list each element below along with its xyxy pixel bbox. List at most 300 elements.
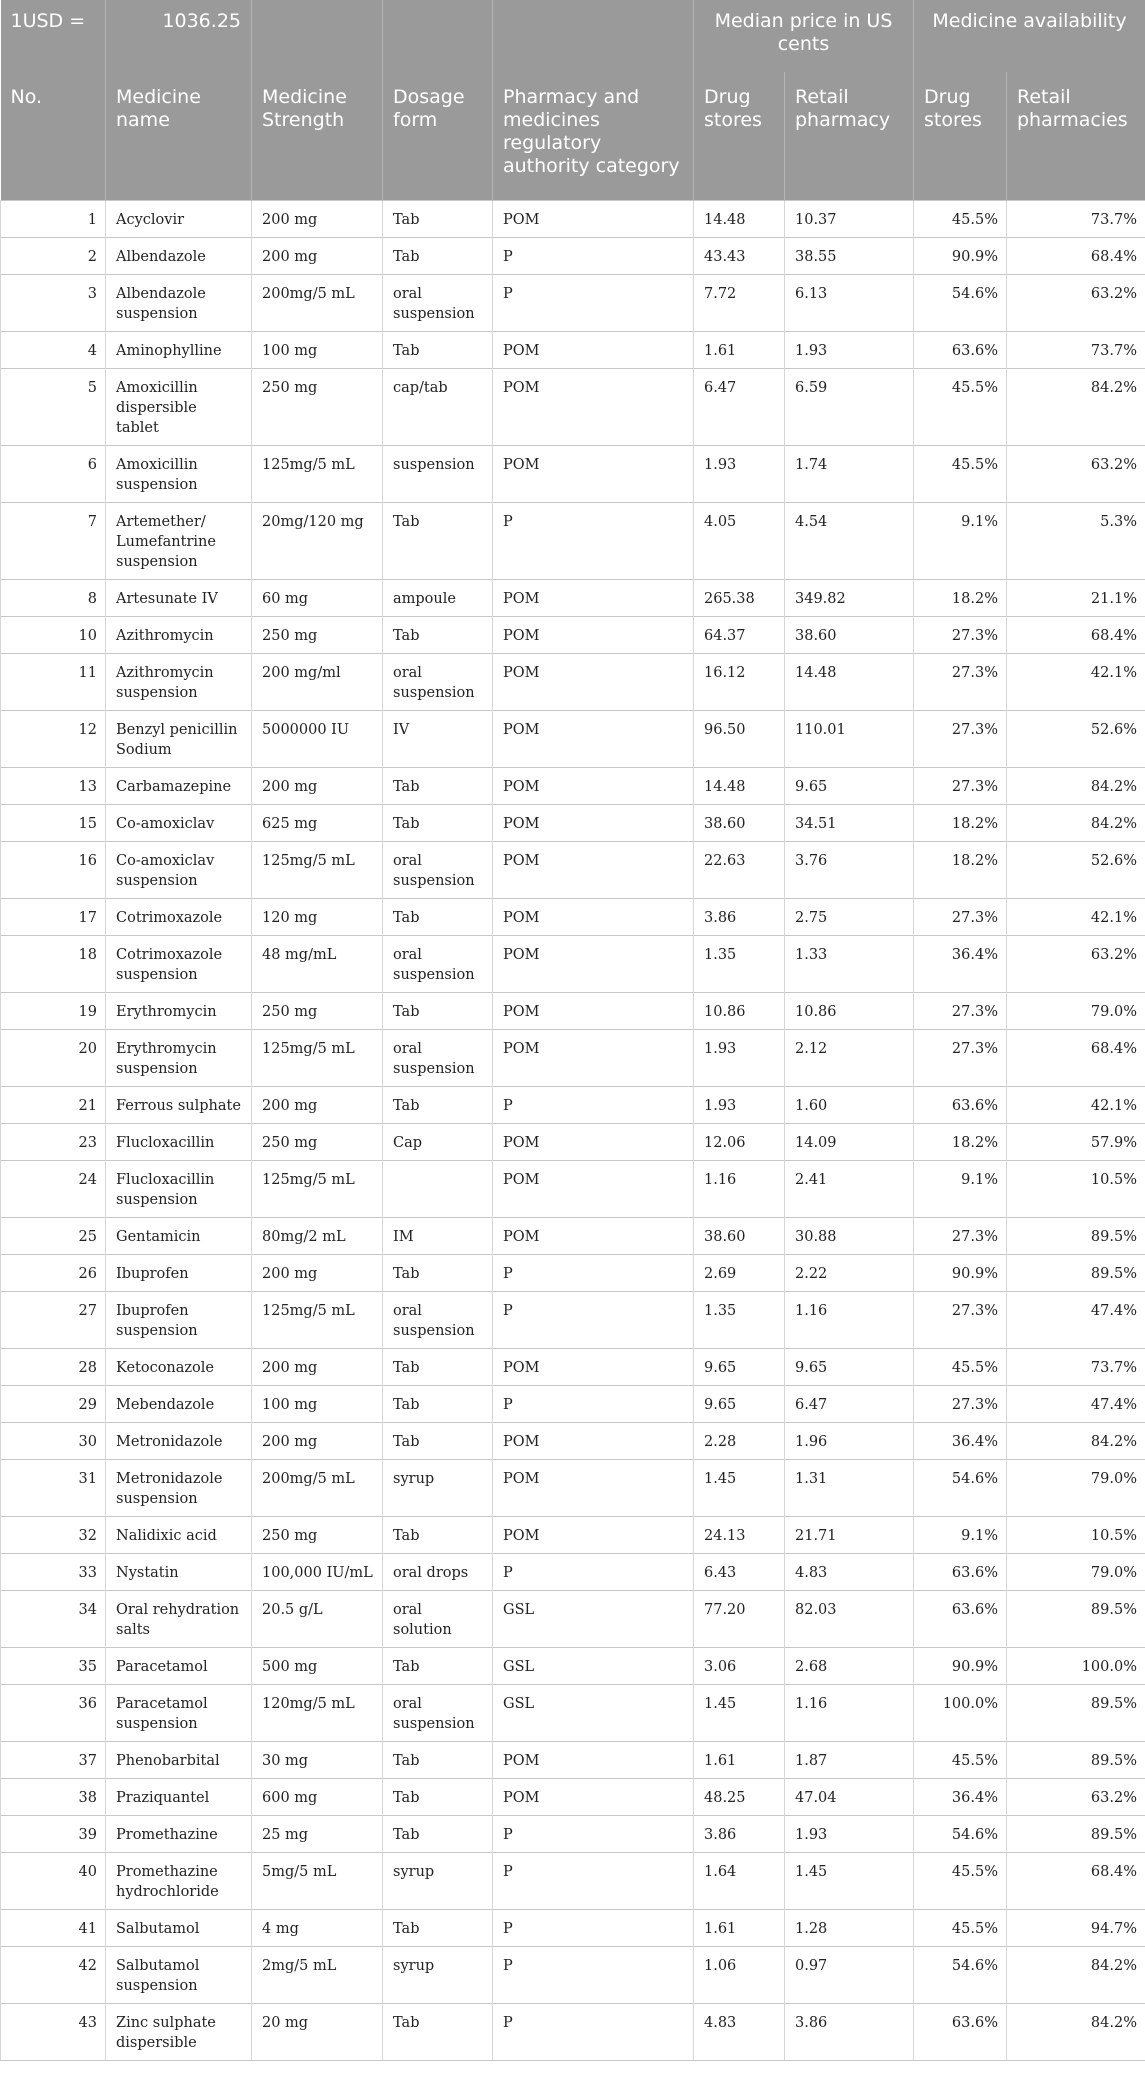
cell-strength: 5000000 IU: [252, 711, 383, 768]
cell-no: 26: [1, 1255, 106, 1292]
cell-strength: 120mg/5 mL: [252, 1685, 383, 1742]
usd-label: 1USD =: [1, 0, 106, 72]
cell-dosage-form: oral suspension: [383, 1685, 493, 1742]
cell-category: POM: [493, 201, 694, 238]
cell-availability-drug-stores: 45.5%: [914, 1910, 1007, 1947]
cell-medicine-name: Metronidazole suspension: [106, 1460, 252, 1517]
table-row: [1, 275, 1145, 332]
cell-price-retail-pharmacy: 0.97: [785, 1947, 914, 2004]
cell-dosage-form: Tab: [383, 1423, 493, 1460]
table-row: [1, 1087, 1145, 1124]
cell-dosage-form: ampoule: [383, 580, 493, 617]
table-row: [1, 1742, 1145, 1779]
cell-price-drug-stores: 96.50: [694, 711, 785, 768]
table-row: [1, 1910, 1145, 1947]
table-row: [1, 1947, 1145, 2004]
cell-strength: 600 mg: [252, 1779, 383, 1816]
cell-availability-drug-stores: 45.5%: [914, 1853, 1007, 1910]
cell-availability-drug-stores: 18.2%: [914, 1124, 1007, 1161]
cell-availability-retail-pharmacies: 63.2%: [1007, 1779, 1145, 1816]
col-header-name: Medicine name: [106, 72, 252, 201]
cell-price-drug-stores: 1.35: [694, 1292, 785, 1349]
cell-no: 13: [1, 768, 106, 805]
col-header-category: Pharmacy and medicines regulatory authority category: [493, 72, 694, 201]
cell-strength: 200 mg: [252, 1349, 383, 1386]
col-header-no: No.: [1, 72, 106, 201]
cell-availability-drug-stores: 54.6%: [914, 1460, 1007, 1517]
cell-price-retail-pharmacy: 2.22: [785, 1255, 914, 1292]
cell-category: POM: [493, 842, 694, 899]
cell-availability-retail-pharmacies: 94.7%: [1007, 1910, 1145, 1947]
cell-price-drug-stores: 1.93: [694, 1030, 785, 1087]
cell-price-drug-stores: 14.48: [694, 768, 785, 805]
cell-availability-retail-pharmacies: 73.7%: [1007, 201, 1145, 238]
cell-category: POM: [493, 936, 694, 993]
cell-availability-retail-pharmacies: 57.9%: [1007, 1124, 1145, 1161]
cell-dosage-form: Tab: [383, 2004, 493, 2061]
table-row: [1, 503, 1145, 580]
cell-strength: 20 mg: [252, 2004, 383, 2061]
cell-strength: 30 mg: [252, 1742, 383, 1779]
cell-category: POM: [493, 711, 694, 768]
cell-medicine-name: Salbutamol: [106, 1910, 252, 1947]
cell-category: POM: [493, 1349, 694, 1386]
cell-availability-retail-pharmacies: 79.0%: [1007, 993, 1145, 1030]
cell-medicine-name: Cotrimoxazole suspension: [106, 936, 252, 993]
cell-dosage-form: Tab: [383, 332, 493, 369]
cell-dosage-form: oral drops: [383, 1554, 493, 1591]
cell-no: 28: [1, 1349, 106, 1386]
cell-availability-retail-pharmacies: 89.5%: [1007, 1816, 1145, 1853]
table-row: [1, 711, 1145, 768]
cell-strength: 200 mg: [252, 201, 383, 238]
cell-availability-retail-pharmacies: 47.4%: [1007, 1292, 1145, 1349]
cell-price-retail-pharmacy: 1.28: [785, 1910, 914, 1947]
cell-no: 17: [1, 899, 106, 936]
cell-price-drug-stores: 16.12: [694, 654, 785, 711]
cell-price-drug-stores: 1.64: [694, 1853, 785, 1910]
cell-medicine-name: Albendazole suspension: [106, 275, 252, 332]
cell-availability-retail-pharmacies: 84.2%: [1007, 805, 1145, 842]
cell-dosage-form: oral suspension: [383, 275, 493, 332]
table-row: [1, 1124, 1145, 1161]
cell-category: P: [493, 1816, 694, 1853]
cell-strength: 125mg/5 mL: [252, 1161, 383, 1218]
cell-price-retail-pharmacy: 1.31: [785, 1460, 914, 1517]
cell-availability-drug-stores: 36.4%: [914, 936, 1007, 993]
cell-no: 41: [1, 1910, 106, 1947]
cell-availability-drug-stores: 36.4%: [914, 1779, 1007, 1816]
table-row: [1, 2004, 1145, 2061]
cell-category: P: [493, 1910, 694, 1947]
cell-availability-retail-pharmacies: 68.4%: [1007, 617, 1145, 654]
cell-medicine-name: Paracetamol: [106, 1648, 252, 1685]
cell-availability-retail-pharmacies: 84.2%: [1007, 768, 1145, 805]
cell-no: 19: [1, 993, 106, 1030]
cell-no: 31: [1, 1460, 106, 1517]
cell-category: POM: [493, 617, 694, 654]
cell-price-drug-stores: 1.45: [694, 1460, 785, 1517]
table-row: [1, 1554, 1145, 1591]
cell-price-retail-pharmacy: 2.41: [785, 1161, 914, 1218]
usd-value: 1036.25: [106, 0, 252, 72]
cell-availability-retail-pharmacies: 63.2%: [1007, 936, 1145, 993]
cell-category: P: [493, 1255, 694, 1292]
cell-price-retail-pharmacy: 1.33: [785, 936, 914, 993]
cell-price-drug-stores: 43.43: [694, 238, 785, 275]
cell-medicine-name: Promethazine: [106, 1816, 252, 1853]
cell-category: POM: [493, 768, 694, 805]
cell-price-retail-pharmacy: 1.96: [785, 1423, 914, 1460]
cell-availability-drug-stores: 90.9%: [914, 1648, 1007, 1685]
cell-strength: 200mg/5 mL: [252, 275, 383, 332]
cell-availability-retail-pharmacies: 89.5%: [1007, 1742, 1145, 1779]
cell-availability-retail-pharmacies: 63.2%: [1007, 446, 1145, 503]
cell-price-retail-pharmacy: 38.55: [785, 238, 914, 275]
cell-medicine-name: Zinc sulphate dispersible: [106, 2004, 252, 2061]
cell-availability-drug-stores: 54.6%: [914, 1947, 1007, 2004]
cell-availability-drug-stores: 100.0%: [914, 1685, 1007, 1742]
cell-no: 2: [1, 238, 106, 275]
cell-medicine-name: Phenobarbital: [106, 1742, 252, 1779]
cell-price-retail-pharmacy: 1.87: [785, 1742, 914, 1779]
cell-dosage-form: oral suspension: [383, 654, 493, 711]
header-blank: [493, 0, 694, 72]
cell-price-retail-pharmacy: 2.68: [785, 1648, 914, 1685]
cell-no: 33: [1, 1554, 106, 1591]
cell-availability-retail-pharmacies: 42.1%: [1007, 1087, 1145, 1124]
cell-price-retail-pharmacy: 1.45: [785, 1853, 914, 1910]
cell-price-retail-pharmacy: 21.71: [785, 1517, 914, 1554]
cell-price-drug-stores: 4.05: [694, 503, 785, 580]
table-row: [1, 1255, 1145, 1292]
cell-medicine-name: Flucloxacillin suspension: [106, 1161, 252, 1218]
cell-dosage-form: oral suspension: [383, 1030, 493, 1087]
cell-medicine-name: Azithromycin suspension: [106, 654, 252, 711]
cell-price-retail-pharmacy: 110.01: [785, 711, 914, 768]
cell-no: 36: [1, 1685, 106, 1742]
col-header-strength: Medicine Strength: [252, 72, 383, 201]
cell-price-drug-stores: 64.37: [694, 617, 785, 654]
cell-dosage-form: Tab: [383, 899, 493, 936]
cell-medicine-name: Nalidixic acid: [106, 1517, 252, 1554]
cell-medicine-name: Azithromycin: [106, 617, 252, 654]
cell-no: 7: [1, 503, 106, 580]
cell-medicine-name: Ibuprofen: [106, 1255, 252, 1292]
cell-price-retail-pharmacy: 1.93: [785, 332, 914, 369]
cell-price-retail-pharmacy: 1.16: [785, 1292, 914, 1349]
cell-price-retail-pharmacy: 14.48: [785, 654, 914, 711]
cell-price-retail-pharmacy: 1.60: [785, 1087, 914, 1124]
cell-dosage-form: syrup: [383, 1460, 493, 1517]
cell-strength: 200mg/5 mL: [252, 1460, 383, 1517]
cell-category: P: [493, 2004, 694, 2061]
cell-strength: 60 mg: [252, 580, 383, 617]
cell-strength: 250 mg: [252, 369, 383, 446]
table-row: [1, 1161, 1145, 1218]
cell-no: 23: [1, 1124, 106, 1161]
cell-availability-drug-stores: 18.2%: [914, 842, 1007, 899]
cell-availability-retail-pharmacies: 73.7%: [1007, 1349, 1145, 1386]
cell-price-retail-pharmacy: 14.09: [785, 1124, 914, 1161]
table-row: [1, 654, 1145, 711]
cell-medicine-name: Co-amoxiclav suspension: [106, 842, 252, 899]
cell-price-retail-pharmacy: 30.88: [785, 1218, 914, 1255]
cell-availability-retail-pharmacies: 79.0%: [1007, 1554, 1145, 1591]
cell-strength: 250 mg: [252, 993, 383, 1030]
cell-price-drug-stores: 48.25: [694, 1779, 785, 1816]
cell-category: POM: [493, 1124, 694, 1161]
cell-availability-retail-pharmacies: 68.4%: [1007, 238, 1145, 275]
cell-strength: 20.5 g/L: [252, 1591, 383, 1648]
cell-category: P: [493, 503, 694, 580]
table-row: [1, 446, 1145, 503]
cell-no: 42: [1, 1947, 106, 2004]
cell-dosage-form: Tab: [383, 1910, 493, 1947]
cell-price-retail-pharmacy: 6.59: [785, 369, 914, 446]
cell-availability-retail-pharmacies: 84.2%: [1007, 1947, 1145, 2004]
cell-medicine-name: Artemether/ Lumefantrine suspension: [106, 503, 252, 580]
cell-medicine-name: Promethazine hydrochloride: [106, 1853, 252, 1910]
cell-no: 38: [1, 1779, 106, 1816]
cell-dosage-form: Tab: [383, 993, 493, 1030]
cell-availability-drug-stores: 90.9%: [914, 1255, 1007, 1292]
cell-availability-drug-stores: 45.5%: [914, 446, 1007, 503]
cell-availability-drug-stores: 45.5%: [914, 1349, 1007, 1386]
table-row: [1, 332, 1145, 369]
cell-price-retail-pharmacy: 9.65: [785, 768, 914, 805]
group-availability: Medicine availability: [914, 0, 1145, 72]
cell-strength: 200 mg: [252, 1087, 383, 1124]
cell-category: P: [493, 238, 694, 275]
cell-availability-retail-pharmacies: 68.4%: [1007, 1030, 1145, 1087]
cell-availability-retail-pharmacies: 42.1%: [1007, 654, 1145, 711]
cell-no: 10: [1, 617, 106, 654]
table-row: [1, 805, 1145, 842]
cell-medicine-name: Paracetamol suspension: [106, 1685, 252, 1742]
cell-strength: 250 mg: [252, 617, 383, 654]
cell-medicine-name: Albendazole: [106, 238, 252, 275]
header-blank: [383, 0, 493, 72]
cell-availability-drug-stores: 45.5%: [914, 1742, 1007, 1779]
cell-strength: 500 mg: [252, 1648, 383, 1685]
cell-price-retail-pharmacy: 3.76: [785, 842, 914, 899]
cell-category: POM: [493, 1030, 694, 1087]
cell-category: POM: [493, 805, 694, 842]
cell-dosage-form: oral solution: [383, 1591, 493, 1648]
cell-medicine-name: Benzyl penicillin Sodium: [106, 711, 252, 768]
cell-availability-drug-stores: 63.6%: [914, 1591, 1007, 1648]
cell-price-retail-pharmacy: 10.86: [785, 993, 914, 1030]
cell-dosage-form: oral suspension: [383, 1292, 493, 1349]
cell-strength: 200 mg: [252, 768, 383, 805]
cell-no: 11: [1, 654, 106, 711]
cell-medicine-name: Co-amoxiclav: [106, 805, 252, 842]
cell-no: 32: [1, 1517, 106, 1554]
cell-availability-retail-pharmacies: 89.5%: [1007, 1218, 1145, 1255]
cell-category: GSL: [493, 1591, 694, 1648]
col-header-form: Dosage form: [383, 72, 493, 201]
cell-price-retail-pharmacy: 349.82: [785, 580, 914, 617]
cell-price-drug-stores: 2.69: [694, 1255, 785, 1292]
cell-medicine-name: Salbutamol suspension: [106, 1947, 252, 2004]
cell-dosage-form: oral suspension: [383, 936, 493, 993]
cell-price-drug-stores: 77.20: [694, 1591, 785, 1648]
cell-medicine-name: Aminophylline: [106, 332, 252, 369]
cell-price-drug-stores: 2.28: [694, 1423, 785, 1460]
cell-availability-drug-stores: 90.9%: [914, 238, 1007, 275]
cell-no: 21: [1, 1087, 106, 1124]
cell-availability-retail-pharmacies: 84.2%: [1007, 369, 1145, 446]
cell-dosage-form: oral suspension: [383, 842, 493, 899]
cell-medicine-name: Erythromycin: [106, 993, 252, 1030]
cell-medicine-name: Cotrimoxazole: [106, 899, 252, 936]
group-median-price: Median price in US cents: [694, 0, 914, 72]
cell-dosage-form: Tab: [383, 1517, 493, 1554]
cell-availability-retail-pharmacies: 52.6%: [1007, 842, 1145, 899]
cell-availability-drug-stores: 45.5%: [914, 201, 1007, 238]
cell-strength: 20mg/120 mg: [252, 503, 383, 580]
cell-price-drug-stores: 1.35: [694, 936, 785, 993]
cell-dosage-form: Tab: [383, 805, 493, 842]
cell-strength: 100,000 IU/mL: [252, 1554, 383, 1591]
cell-no: 34: [1, 1591, 106, 1648]
cell-price-retail-pharmacy: 4.54: [785, 503, 914, 580]
cell-strength: 200 mg/ml: [252, 654, 383, 711]
cell-strength: 2mg/5 mL: [252, 1947, 383, 2004]
cell-price-retail-pharmacy: 2.12: [785, 1030, 914, 1087]
cell-dosage-form: Tab: [383, 768, 493, 805]
cell-availability-retail-pharmacies: 5.3%: [1007, 503, 1145, 580]
table-row: [1, 1591, 1145, 1648]
cell-price-retail-pharmacy: 82.03: [785, 1591, 914, 1648]
cell-availability-drug-stores: 63.6%: [914, 332, 1007, 369]
table-row: [1, 993, 1145, 1030]
cell-price-retail-pharmacy: 34.51: [785, 805, 914, 842]
cell-price-drug-stores: 22.63: [694, 842, 785, 899]
cell-category: POM: [493, 1742, 694, 1779]
cell-dosage-form: Tab: [383, 238, 493, 275]
cell-category: P: [493, 1853, 694, 1910]
cell-medicine-name: Amoxicillin dispersible tablet: [106, 369, 252, 446]
cell-price-drug-stores: 1.45: [694, 1685, 785, 1742]
cell-price-drug-stores: 1.93: [694, 446, 785, 503]
cell-strength: 25 mg: [252, 1816, 383, 1853]
cell-no: 29: [1, 1386, 106, 1423]
cell-price-drug-stores: 14.48: [694, 201, 785, 238]
cell-price-drug-stores: 1.61: [694, 332, 785, 369]
table-row: [1, 1292, 1145, 1349]
table-row: [1, 238, 1145, 275]
cell-category: POM: [493, 1423, 694, 1460]
cell-price-retail-pharmacy: 6.13: [785, 275, 914, 332]
cell-category: P: [493, 1292, 694, 1349]
cell-availability-retail-pharmacies: 63.2%: [1007, 275, 1145, 332]
cell-availability-retail-pharmacies: 100.0%: [1007, 1648, 1145, 1685]
cell-dosage-form: cap/tab: [383, 369, 493, 446]
cell-category: POM: [493, 1460, 694, 1517]
cell-availability-drug-stores: 27.3%: [914, 899, 1007, 936]
cell-strength: 100 mg: [252, 1386, 383, 1423]
cell-price-drug-stores: 1.61: [694, 1910, 785, 1947]
table-row: [1, 899, 1145, 936]
cell-category: P: [493, 1554, 694, 1591]
cell-availability-retail-pharmacies: 52.6%: [1007, 711, 1145, 768]
cell-category: P: [493, 1087, 694, 1124]
cell-strength: 125mg/5 mL: [252, 446, 383, 503]
table-row: [1, 617, 1145, 654]
cell-category: POM: [493, 654, 694, 711]
cell-no: 16: [1, 842, 106, 899]
cell-availability-drug-stores: 63.6%: [914, 1087, 1007, 1124]
cell-no: 43: [1, 2004, 106, 2061]
cell-no: 37: [1, 1742, 106, 1779]
cell-availability-drug-stores: 36.4%: [914, 1423, 1007, 1460]
cell-price-retail-pharmacy: 9.65: [785, 1349, 914, 1386]
cell-dosage-form: Cap: [383, 1124, 493, 1161]
cell-availability-retail-pharmacies: 89.5%: [1007, 1591, 1145, 1648]
cell-no: 1: [1, 201, 106, 238]
cell-category: P: [493, 1386, 694, 1423]
cell-price-retail-pharmacy: 3.86: [785, 2004, 914, 2061]
cell-availability-retail-pharmacies: 10.5%: [1007, 1517, 1145, 1554]
cell-strength: 125mg/5 mL: [252, 1292, 383, 1349]
cell-dosage-form: IM: [383, 1218, 493, 1255]
cell-availability-retail-pharmacies: 73.7%: [1007, 332, 1145, 369]
cell-strength: 200 mg: [252, 238, 383, 275]
cell-price-drug-stores: 24.13: [694, 1517, 785, 1554]
cell-dosage-form: Tab: [383, 201, 493, 238]
cell-availability-retail-pharmacies: 84.2%: [1007, 1423, 1145, 1460]
table-row: [1, 1218, 1145, 1255]
cell-availability-retail-pharmacies: 47.4%: [1007, 1386, 1145, 1423]
cell-category: GSL: [493, 1685, 694, 1742]
cell-strength: 120 mg: [252, 899, 383, 936]
cell-dosage-form: [383, 1161, 493, 1218]
cell-strength: 5mg/5 mL: [252, 1853, 383, 1910]
cell-price-drug-stores: 9.65: [694, 1349, 785, 1386]
cell-category: POM: [493, 1218, 694, 1255]
cell-no: 30: [1, 1423, 106, 1460]
cell-price-drug-stores: 12.06: [694, 1124, 785, 1161]
cell-price-drug-stores: 38.60: [694, 1218, 785, 1255]
cell-medicine-name: Oral rehydration salts: [106, 1591, 252, 1648]
cell-availability-drug-stores: 27.3%: [914, 617, 1007, 654]
cell-strength: 200 mg: [252, 1423, 383, 1460]
table-row: [1, 1648, 1145, 1685]
cell-dosage-form: Tab: [383, 1816, 493, 1853]
cell-category: P: [493, 1947, 694, 2004]
table-body: [1, 201, 1145, 2061]
cell-category: POM: [493, 580, 694, 617]
cell-price-drug-stores: 1.16: [694, 1161, 785, 1218]
cell-strength: 250 mg: [252, 1124, 383, 1161]
cell-strength: 4 mg: [252, 1910, 383, 1947]
cell-availability-retail-pharmacies: 68.4%: [1007, 1853, 1145, 1910]
cell-no: 20: [1, 1030, 106, 1087]
cell-category: POM: [493, 446, 694, 503]
cell-no: 6: [1, 446, 106, 503]
cell-availability-retail-pharmacies: 42.1%: [1007, 899, 1145, 936]
cell-availability-drug-stores: 18.2%: [914, 580, 1007, 617]
cell-dosage-form: Tab: [383, 1255, 493, 1292]
cell-availability-drug-stores: 9.1%: [914, 503, 1007, 580]
cell-medicine-name: Gentamicin: [106, 1218, 252, 1255]
cell-medicine-name: Mebendazole: [106, 1386, 252, 1423]
cell-medicine-name: Erythromycin suspension: [106, 1030, 252, 1087]
cell-medicine-name: Ferrous sulphate: [106, 1087, 252, 1124]
cell-price-retail-pharmacy: 10.37: [785, 201, 914, 238]
